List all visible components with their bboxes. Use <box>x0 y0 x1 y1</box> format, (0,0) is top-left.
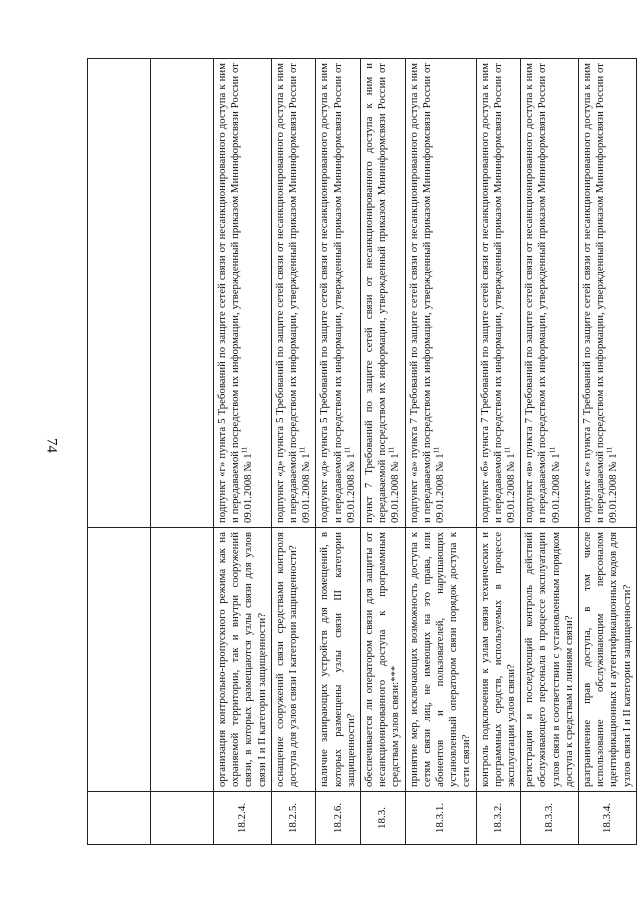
table-row <box>214 59 272 845</box>
row-number: 18.3.3. <box>521 792 579 845</box>
footnote-marker: 11 <box>240 446 249 454</box>
reference-text: подпункт «в» пункта 7 Требований по защите сетей связи от несанкционированного доступа к ним и передаваемой посредством их информации, утвержденный приказом Мининформсвязи России от 09.01.2008 № 1 <box>523 63 562 523</box>
requirement-text: регистрация и последующий контроль действий обслуживающего персонала в процессе эксплуатации узлов связи в соответствии с установленным порядком доступа к средствам и линиям связи? <box>521 528 579 792</box>
reference-text: подпункт «а» пункта 7 Требований по защите сетей связи от несанкционированного доступа к ним и передаваемой посредством их информации, утвержденный приказом Мининформсвязи России от 09.01.2008 № 1 <box>407 63 447 523</box>
requirement-text: принятие мер, исключающих возможность доступа к сетям связи лиц, не имеющих на это права, или абонентов и пользователей, нарушающих установленный оператором связи порядок доступа к сети связи? <box>405 528 476 792</box>
reference-cell <box>316 59 361 528</box>
table-row <box>521 59 579 845</box>
requirement-text <box>151 528 214 792</box>
reference-cell <box>214 59 272 528</box>
row-number: 18.2.5. <box>271 792 316 845</box>
row-number: 18.3.4. <box>579 792 637 845</box>
requirement-text: организация контрольно-пропускного режима как на охраняемой территории, так и внутри сооружений связи, в которых размещаются узлы связи для узлов связи I и II категории защищенности? <box>214 528 272 792</box>
footnote-marker: 11 <box>503 446 512 454</box>
row-number: 18.2.6. <box>316 792 361 845</box>
requirement-text: оснащение сооружений связи средствами контроля доступа для узлов связи I категории защищенности? <box>271 528 316 792</box>
requirement-text: наличие запирающих устройств для помещений, в которых размещены узлы связи III категории защищенности? <box>316 528 361 792</box>
reference-text: подпункт «б» пункта 7 Требований по защите сетей связи от несанкционированного доступа к ним и передаваемой посредством их информации, утвержденный приказом Мининформсвязи России от 09.01.2008 № 1 <box>478 63 518 523</box>
reference-cell <box>405 59 476 528</box>
footnote-marker: 11 <box>343 446 352 454</box>
requirement-text: обеспечивается ли оператором связи для защиты от несанкционированного доступа к программным средствам узлов связи:*** <box>361 528 406 792</box>
reference-cell <box>151 59 214 528</box>
requirements-table <box>87 58 637 845</box>
table-row <box>316 59 361 845</box>
table-row <box>271 59 316 845</box>
reference-cell <box>88 59 151 528</box>
reference-cell <box>361 59 406 528</box>
requirement-text: контроль подключения к узлам связи технических и программных средств, используемых в процессе эксплуатации узлов связи? <box>476 528 521 792</box>
reference-text: подпункт «д» пункта 5 Требований по защите сетей связи от несанкционированного доступа к ним и передаваемой посредством их информации, утвержденный приказом Мининформсвязи России от 09.01.2008 № 1 <box>273 63 313 523</box>
row-number <box>88 792 151 845</box>
row-number: 18.3.2. <box>476 792 521 845</box>
reference-cell <box>476 59 521 528</box>
row-number <box>151 792 214 845</box>
footnote-marker: 11 <box>432 446 441 454</box>
footnote-marker: 11 <box>298 446 307 454</box>
page-number: 74 <box>43 438 60 453</box>
reference-text: подпункт «д» пункта 5 Требований по защите сетей связи от несанкционированного доступа к ним и передаваемой посредством их информации, утвержденный приказом Мининформсвязи России от 09.01.2008 № 1 <box>318 63 357 523</box>
requirement-text: разграничение прав доступа, в том числе использование обслуживающим персоналом идентификационных и аутентификационных кодов для узлов связи I и II категории защищенности? <box>579 528 637 792</box>
reference-text: пункт 7 Требований по защите сетей связи от несанкционированного доступа к ним и передаваемой посредством их информации, утвержденный приказом Мининформсвязи России от 09.01.2008 № 1 <box>363 63 402 523</box>
row-number: 18.2.4. <box>214 792 272 845</box>
row-number: 18.3.1. <box>405 792 476 845</box>
table-row <box>405 59 476 845</box>
reference-cell <box>521 59 579 528</box>
requirements-table-body <box>88 59 637 845</box>
rotated-table-container <box>87 58 633 845</box>
reference-cell <box>579 59 637 528</box>
table-row <box>151 59 214 845</box>
reference-text: подпункт «г» пункта 7 Требований по защите сетей связи от несанкционированного доступа к ним и передаваемой посредством их информации, утвержденный приказом Мининформсвязи России от 09.01.2008 № 1 <box>581 63 620 523</box>
reference-cell <box>271 59 316 528</box>
row-number: 18.3. <box>361 792 406 845</box>
footnote-marker: 11 <box>387 446 396 454</box>
table-row <box>361 59 406 845</box>
reference-text: подпункт «г» пункта 5 Требований по защите сетей связи от несанкционированного доступа к ним и передаваемой посредством их информации, утвержденный приказом Мининформсвязи России от 09.01.2008 № 1 <box>216 63 255 523</box>
table-row <box>88 59 151 845</box>
footnote-marker: 11 <box>605 446 614 454</box>
table-row <box>476 59 521 845</box>
requirement-text <box>88 528 151 792</box>
table-row <box>579 59 637 845</box>
footnote-marker: 11 <box>548 446 557 454</box>
